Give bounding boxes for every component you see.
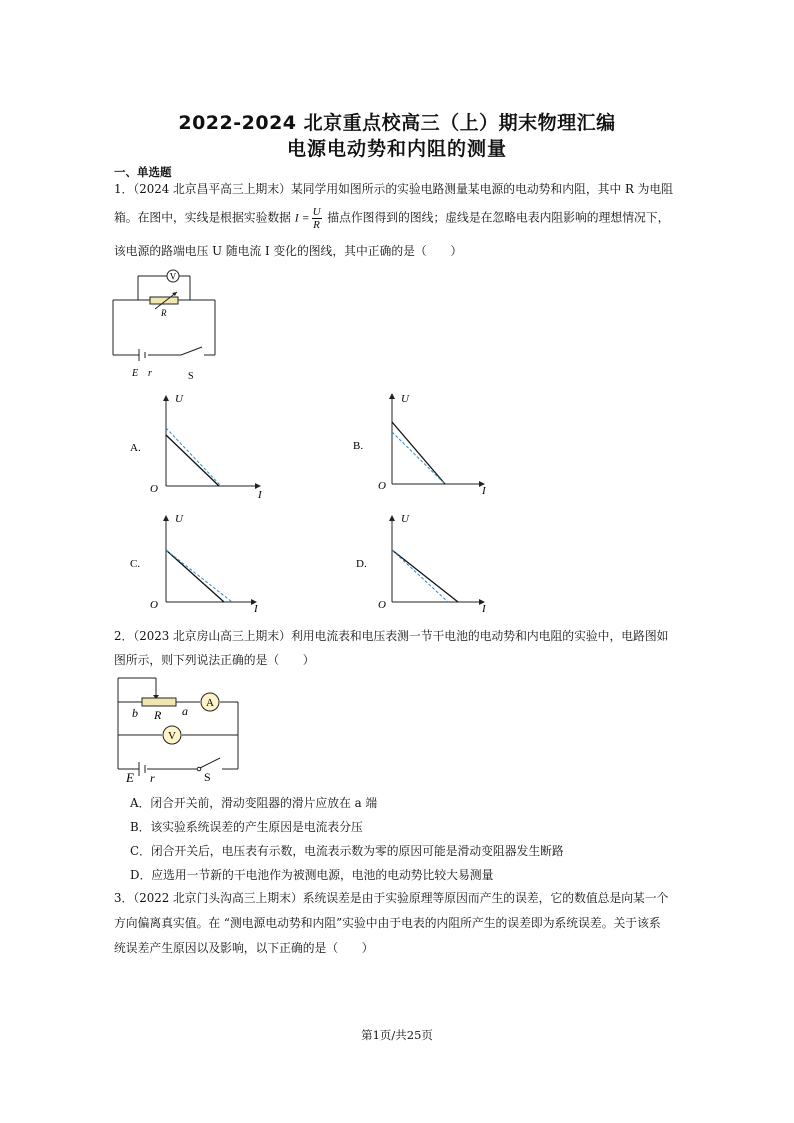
resistor-box-icon — [150, 297, 178, 304]
q1-graphs-row1 — [120, 388, 540, 503]
q2-option-d[interactable]: D．应选用一节新的干电池作为被测电源，电池的电动势比较大易测量 — [130, 868, 494, 882]
q2-line1: 2．（2023 北京房山高三上期末）利用电流表和电压表测一节干电池的电动势和内电阻的实验中，电路图如 — [114, 629, 669, 643]
q1-formula-den: R — [313, 219, 320, 231]
option-d-label: D. — [356, 558, 367, 570]
graph-option-b[interactable] — [353, 393, 487, 497]
q2-ammeter-label: A — [206, 697, 214, 709]
option-c-xlabel: I — [254, 603, 258, 615]
q2-voltmeter-label: V — [168, 730, 176, 742]
option-a-label: A. — [130, 442, 141, 454]
option-c-label: C. — [130, 558, 141, 570]
q1-graphs-row2 — [120, 508, 540, 618]
document-subtitle: 电源电动势和内阻的测量 — [286, 138, 507, 160]
q2-option-c[interactable]: C．闭合开关后，电压表有示数，电流表示数为零的原因可能是滑动变阻器发生断路 — [130, 844, 564, 858]
option-a-origin: O — [150, 483, 158, 495]
section-heading: 一、单选题 — [114, 165, 172, 179]
q2-a-label: a — [182, 704, 188, 718]
q1-voltmeter-label: V — [169, 271, 177, 282]
q1-formula-lhs: I = — [294, 210, 310, 225]
rheostat-icon — [142, 698, 176, 706]
q2-E-label: E — [126, 770, 134, 784]
q3-line1: 3．（2022 北京门头沟高三上期末）系统误差是由于实验原理等原因而产生的误差，它的数值总是向某一个 — [114, 891, 669, 905]
q1-line1: 1．（2024 北京昌平高三上期末）某同学用如图所示的实验电路测量某电源的电动势和内阻，其中 R 为电阻 — [114, 182, 674, 196]
q1-emf-label: E — [132, 368, 139, 379]
q1-internal-label: r — [148, 368, 152, 379]
q1-line2-pre: 箱。在图中，实线是根据实验数据 — [114, 210, 291, 225]
option-d-xlabel: I — [482, 603, 486, 615]
option-c-origin: O — [150, 599, 158, 611]
q3-line2: 方向偏离真实值。在 “测电源电动势和内阻”实验中由于电表的内阻所产生的误差即为系统误差。关于该系 — [114, 916, 661, 930]
option-a-ylabel: U — [175, 393, 183, 405]
graph-option-a[interactable] — [130, 393, 263, 501]
q2-S-label: S — [204, 770, 211, 784]
option-c-dashed-line — [166, 550, 232, 602]
option-c-ylabel: U — [175, 513, 183, 525]
q1-circuit-diagram — [110, 264, 220, 384]
option-a-solid-line — [166, 435, 219, 486]
q1-line2-post: 描点作图得到的图线；虚线是在忽略电表内阻影响的理想情况下， — [327, 210, 670, 225]
q1-formula-fraction — [312, 206, 322, 231]
option-b-label: B. — [353, 440, 364, 452]
option-d-dashed-line — [392, 550, 448, 602]
option-a-dashed-line — [166, 428, 221, 486]
switch-contact-icon — [197, 767, 201, 771]
option-a-xlabel: I — [258, 489, 262, 501]
option-b-dashed-line — [392, 432, 445, 484]
graph-option-d[interactable] — [356, 513, 487, 615]
option-b-ylabel: U — [401, 393, 409, 405]
q2-r-label: r — [150, 771, 155, 784]
q1-formula-num: U — [312, 206, 321, 218]
page-footer: 第1页/共25页 — [361, 1028, 433, 1042]
q2-R-label: R — [154, 708, 162, 722]
q2-b-label: b — [132, 706, 138, 720]
option-c-solid-line — [166, 550, 224, 602]
graph-option-c[interactable] — [130, 513, 259, 615]
q2-option-a[interactable]: A．闭合开关前，滑动变阻器的滑片应放在 a 端 — [130, 796, 378, 810]
q2-circuit-diagram — [110, 672, 250, 784]
q1-resistor-label: R — [161, 308, 167, 318]
option-b-origin: O — [378, 480, 386, 492]
q2-line2: 图所示，则下列说法正确的是（ ） — [114, 653, 315, 667]
q1-line3: 该电源的路端电压 U 随电流 I 变化的图线，其中正确的是（ ） — [114, 244, 463, 258]
option-d-ylabel: U — [401, 513, 409, 525]
q1-switch-label: S — [188, 371, 194, 382]
q1-line2 — [114, 206, 669, 231]
option-b-xlabel: I — [482, 485, 486, 497]
q2-option-b[interactable]: B．该实验系统误差的产生原因是电流表分压 — [130, 820, 363, 834]
document-title: 2022-2024 北京重点校高三（上）期末物理汇编 — [178, 112, 616, 134]
q3-line3: 统误差产生原因以及影响，以下正确的是（ ） — [114, 941, 374, 955]
option-b-solid-line — [392, 422, 445, 484]
option-d-solid-line — [392, 550, 458, 602]
option-d-origin: O — [378, 599, 386, 611]
